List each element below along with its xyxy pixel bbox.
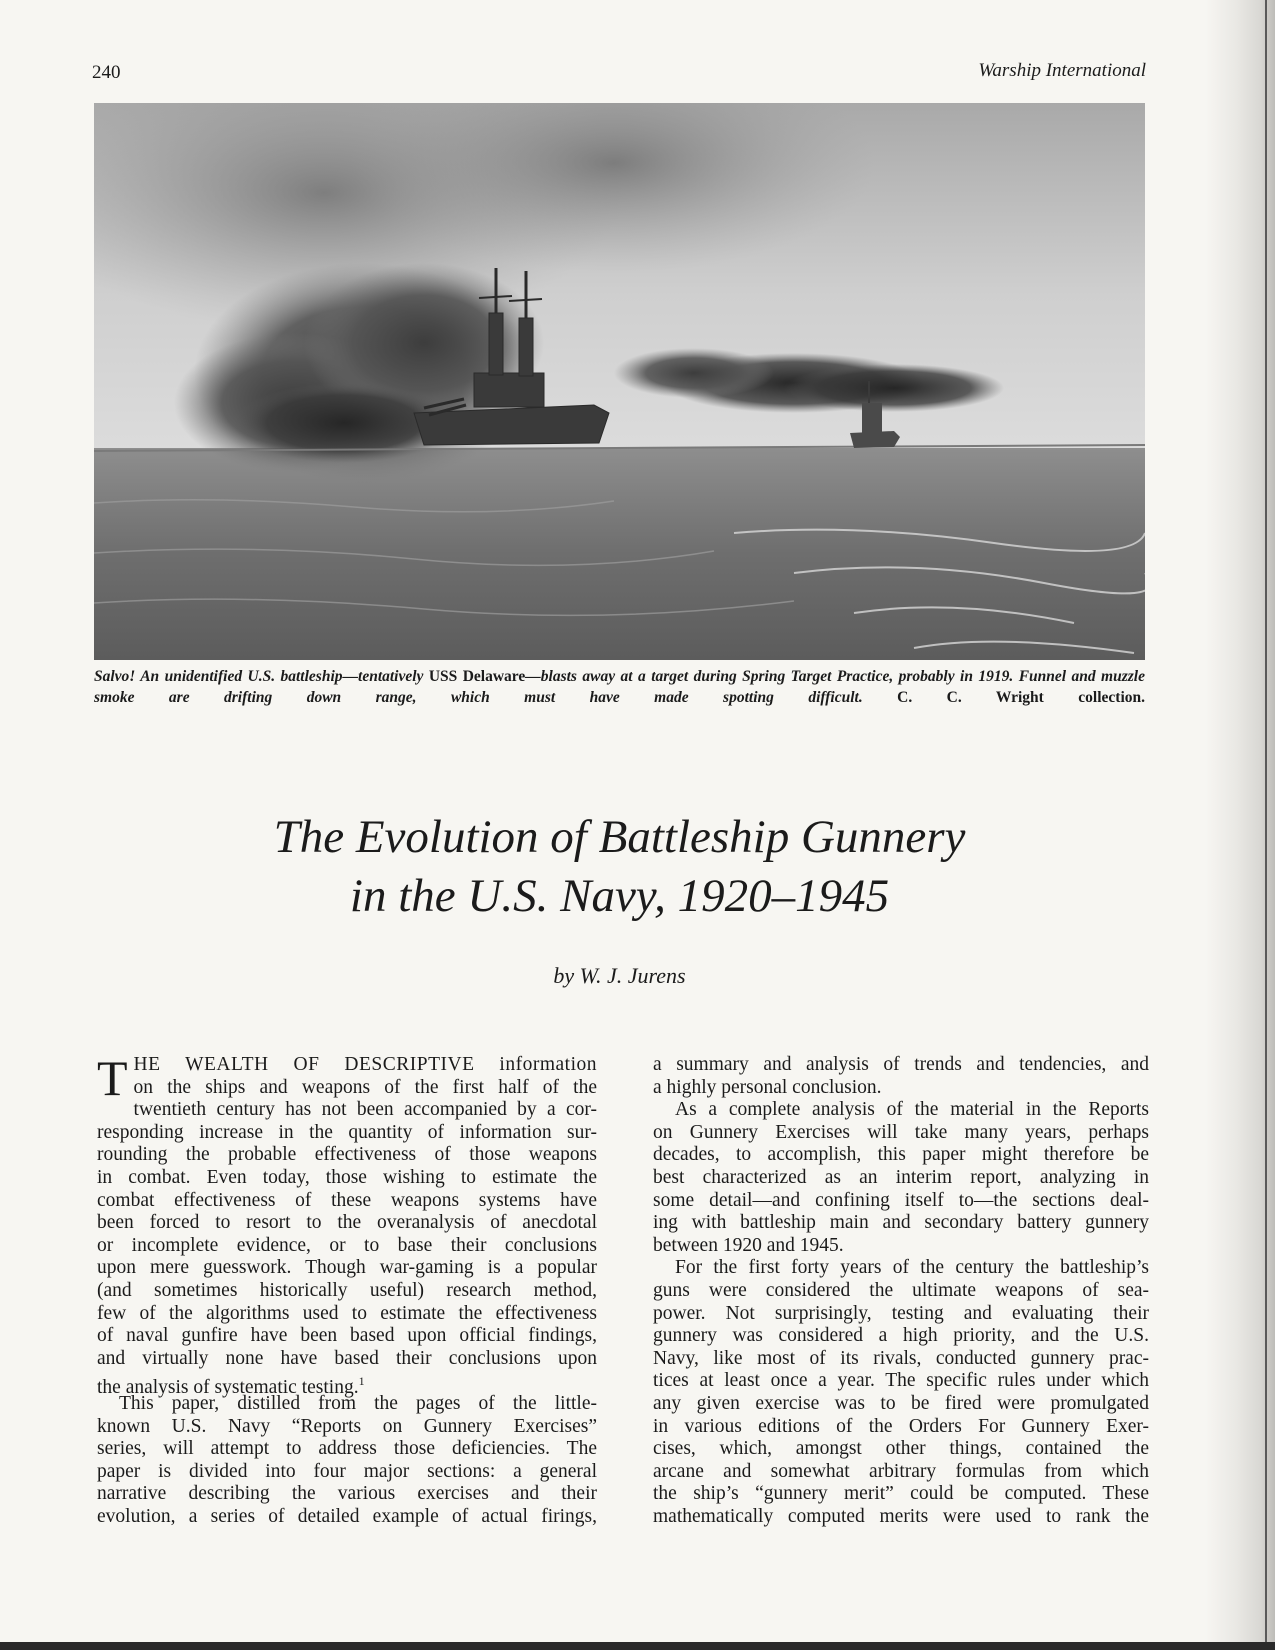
body-line: some detail—and confining itself to—the sections deal- — [653, 1189, 1149, 1211]
page-binding-edge — [1265, 0, 1267, 1650]
page-number: 240 — [92, 62, 121, 83]
body-line: and virtually none have based their conclusions upon — [97, 1347, 597, 1369]
body-line: been forced to resort to the overanalysis of anecdotal — [97, 1212, 597, 1234]
body-line: in combat. Even today, those wishing to estimate the — [97, 1166, 597, 1188]
body-line: As a complete analysis of the material in the Reports — [675, 1099, 1149, 1121]
body-line: gunnery was considered a high priority, and the U.S. — [653, 1325, 1149, 1347]
article-byline: by W. J. Jurens — [553, 963, 686, 988]
body-line: mathematically computed merits were used to rank the — [653, 1505, 1149, 1527]
body-line: (and sometimes historically useful) research method, — [97, 1279, 597, 1301]
page-bottom-edge — [0, 1642, 1275, 1650]
body-line: a highly personal conclusion. — [653, 1076, 882, 1098]
body-line: combat effectiveness of these weapons systems have — [97, 1189, 597, 1211]
article-title-line-2: in the U.S. Navy, 1920–1945 — [349, 870, 890, 922]
body-line: on Gunnery Exercises will take many years, perhaps — [653, 1121, 1149, 1143]
body-line: evolution, a series of detailed example of actual firings, — [97, 1505, 597, 1527]
body-line: between 1920 and 1945. — [653, 1234, 844, 1256]
body-line: guns were considered the ultimate weapons of sea- — [653, 1279, 1149, 1301]
body-line: on the ships and weapons of the first half of the — [133, 1076, 597, 1098]
body-line: a summary and analysis of trends and tendencies, and — [653, 1054, 1149, 1075]
body-line: ing with battleship main and secondary battery gunnery — [653, 1212, 1149, 1234]
body-line: arcane and somewhat arbitrary formulas from which — [653, 1460, 1149, 1482]
article-title — [94, 808, 1145, 926]
footnote-marker: 1 — [358, 1374, 365, 1389]
journal-title: Warship International — [978, 60, 1146, 81]
drop-cap: T — [97, 1050, 128, 1106]
body-line: any given exercise was to be fired were promulgated — [653, 1392, 1149, 1414]
body-line: Navy, like most of its rivals, conducted gunnery prac- — [653, 1347, 1149, 1369]
body-line — [97, 1370, 597, 1399]
body-line: tices at least once a year. The specific rules under which — [653, 1370, 1149, 1392]
caption-credit: C. C. Wright collection. — [897, 689, 1145, 706]
body-column-right — [653, 1054, 1149, 1528]
body-line: series, will attempt to address those deficiencies. The — [97, 1438, 597, 1460]
body-line: narrative describing the various exercises and their — [97, 1483, 597, 1505]
photo-caption — [94, 666, 1145, 708]
body-column-left — [97, 1050, 597, 1528]
body-line: power. Not surprisingly, testing and evaluating their — [653, 1302, 1149, 1324]
body-line: best characterized as an interim report, analyzing in — [653, 1166, 1149, 1188]
caption-text-2: —blasts away at a target during Spring Target Practice, probably in 1919. Funnel and muzzle smoke are drifting down range, which must have made spotting difficult. — [94, 668, 1145, 706]
body-line: For the first forty years of the century the battleship’s — [675, 1257, 1149, 1279]
body-line: paper is divided into four major sections: a general — [97, 1460, 597, 1482]
body-line: HE WEALTH OF DESCRIPTIVE information — [133, 1054, 597, 1075]
battleship-photo — [94, 103, 1145, 660]
body-line: in various editions of the Orders For Gunnery Exer- — [653, 1415, 1149, 1437]
body-line: or incomplete evidence, or to base their conclusions — [97, 1234, 597, 1256]
caption-ship-name: USS Delaware — [428, 668, 526, 685]
body-line: rounding the probable effectiveness of those weapons — [97, 1144, 597, 1166]
body-line: This paper, distilled from the pages of the little- — [119, 1392, 597, 1414]
body-line: upon mere guesswork. Though war-gaming is a popular — [97, 1257, 597, 1279]
body-line: the ship’s “gunnery merit” could be computed. These — [653, 1483, 1149, 1505]
body-line: twentieth century has not been accompanied by a cor- — [133, 1099, 597, 1121]
body-line: few of the algorithms used to estimate the effectiveness — [97, 1302, 597, 1324]
body-line: responding increase in the quantity of information sur- — [97, 1121, 597, 1143]
body-line: known U.S. Navy “Reports on Gunnery Exercises” — [97, 1415, 597, 1437]
body-line: decades, to accomplish, this paper might therefore be — [653, 1144, 1149, 1166]
article-title-line-1: The Evolution of Battleship Gunnery — [273, 811, 966, 863]
body-line: cises, which, amongst other things, contained the — [653, 1438, 1149, 1460]
caption-text-1: Salvo! An unidentified U.S. battleship—tentatively — [94, 668, 429, 685]
body-line: of naval gunfire have been based upon official findings, — [97, 1325, 597, 1347]
body-line-text: the analysis of systematic testing. — [97, 1377, 359, 1399]
